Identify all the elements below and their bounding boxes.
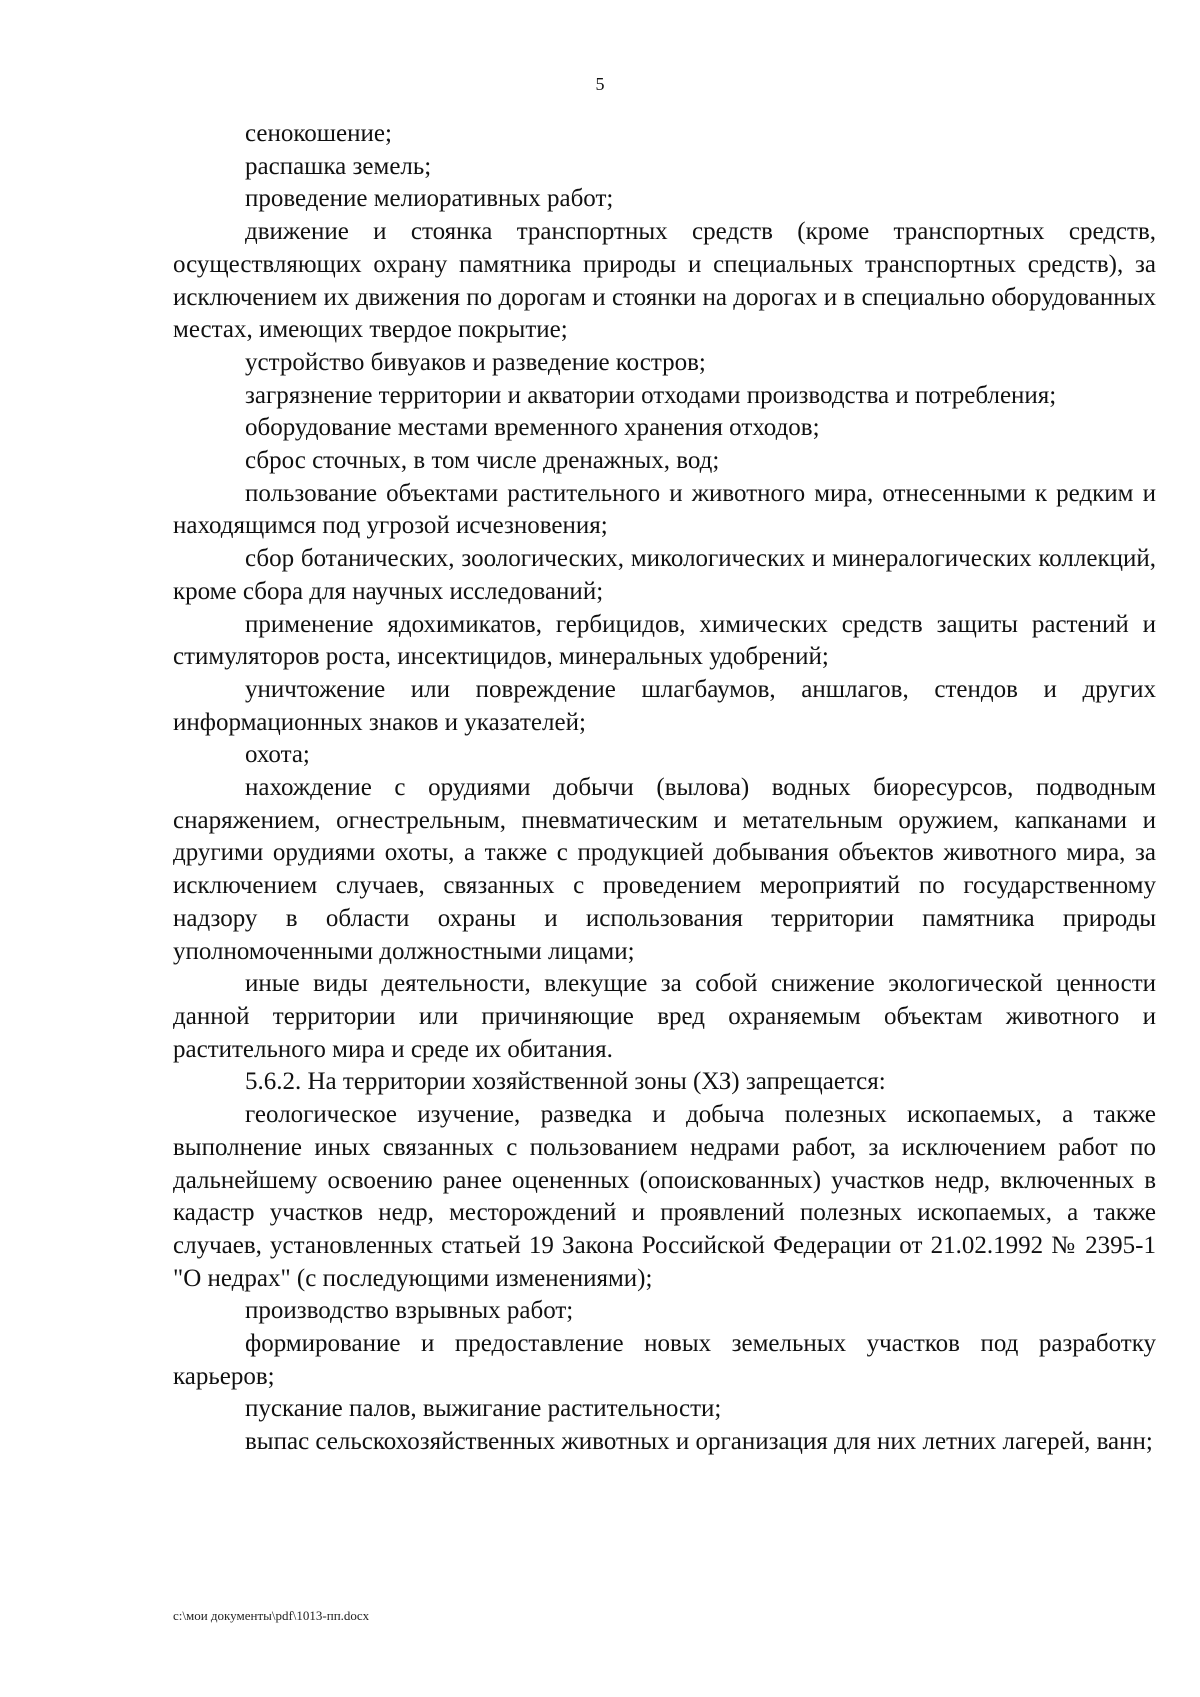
paragraph: охота; bbox=[245, 741, 310, 769]
paragraph: применение ядохимикатов, гербицидов, химических средств защиты растений и стимуляторов роста, инсектицидов, минеральных удобрений; bbox=[173, 610, 1156, 671]
footer-file-path: c:\мои документы\pdf\1013-пп.docx bbox=[173, 1608, 370, 1623]
page-number: 5 bbox=[595, 74, 605, 94]
paragraph: сенокошение; bbox=[245, 120, 392, 147]
paragraph: загрязнение территории и акватории отходами производства и потребления; bbox=[245, 381, 1057, 409]
paragraph: выпас сельскохозяйственных животных и организация для них летних лагерей, ванн; bbox=[245, 1428, 1153, 1456]
paragraph: сбор ботанических, зоологических, микологических и минералогических коллекций, кроме сбора для научных исследований; bbox=[173, 545, 1156, 605]
paragraph: иные виды деятельности, влекущие за собой снижение экологической ценности данной территории или причиняющие вред охраняемым объектам животного и растительного мира и среде их обитания. bbox=[173, 970, 1156, 1063]
section-heading: 5.6.2. На территории хозяйственной зоны (ХЗ) запрещается: bbox=[245, 1068, 886, 1096]
paragraph: уничтожение или повреждение шлагбаумов, аншлагов, стендов и других информационных знаков и указателей; bbox=[173, 675, 1156, 736]
paragraph: устройство бивуаков и разведение костров; bbox=[245, 348, 706, 376]
paragraph: нахождение с орудиями добычи (вылова) водных биоресурсов, подводным снаряжением, огнестрельным, пневматическим и метательным оружием, капканами и другими орудиями охоты, а также с продукцией добывания объектов животного мира, за исключением случаев, связанных с проведением мероприятий по государственному надзору в области охраны и использования территории памятника природы уполномоченными должностными лицами; bbox=[173, 774, 1156, 965]
paragraph: пускание палов, выжигание растительности; bbox=[245, 1395, 722, 1423]
paragraph: движение и стоянка транспортных средств (кроме транспортных средств, осуществляющих охрану памятника природы и специальных транспортных средств), за исключением их движения по дорогам и стоянки на дорогах и в специально оборудованных местах, имеющих твердое покрытие; bbox=[173, 218, 1156, 344]
paragraph: формирование и предоставление новых земельных участков под разработку карьеров; bbox=[173, 1330, 1156, 1390]
paragraph: пользование объектами растительного и животного мира, отнесенными к редким и находящимся под угрозой исчезновения; bbox=[173, 479, 1156, 540]
document-body bbox=[173, 118, 1156, 1459]
paragraph: проведение мелиоративных работ; bbox=[245, 185, 614, 213]
paragraph: распашка земель; bbox=[245, 152, 432, 180]
paragraph: сброс сточных, в том числе дренажных, вод; bbox=[245, 447, 720, 475]
paragraph: геологическое изучение, разведка и добыча полезных ископаемых, а также выполнение иных связанных с пользованием недрами работ, за исключением работ по дальнейшему освоению ранее оцененных (опоискованных) участков недр, включенных в кадастр участков недр, месторождений и проявлений полезных ископаемых, а также случаев, установленных статьей 19 Закона Российской Федерации от 21.02.1992 № 2395-1 "О недрах" (с последующими изменениями); bbox=[173, 1101, 1156, 1292]
paragraph: оборудование местами временного хранения отходов; bbox=[245, 414, 820, 442]
paragraph: производство взрывных работ; bbox=[245, 1297, 574, 1325]
